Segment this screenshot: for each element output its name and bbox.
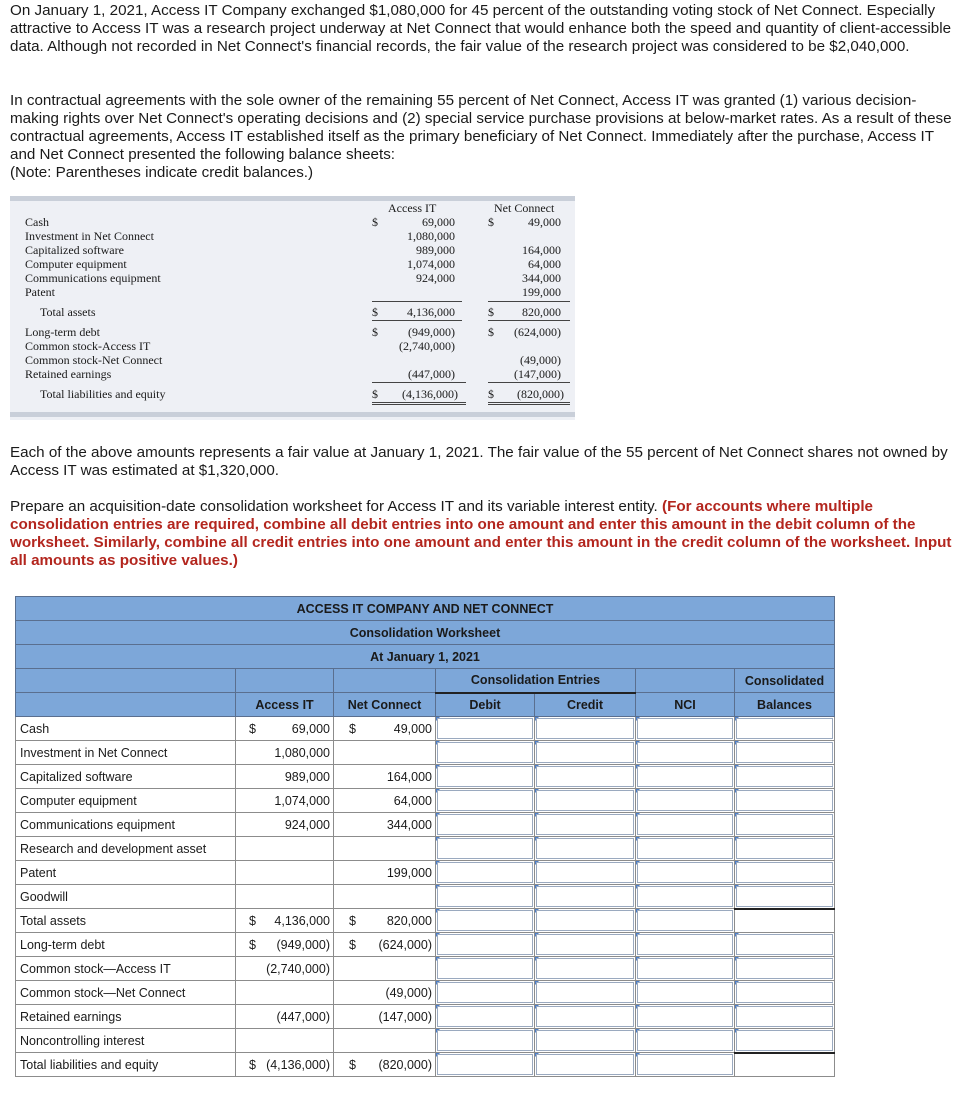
access-it-value: (2,740,000) bbox=[266, 961, 330, 976]
bs-rule-line bbox=[372, 301, 462, 302]
debit-input[interactable] bbox=[436, 909, 535, 933]
account-label: Research and development asset bbox=[16, 837, 236, 861]
bs-net-value: (147,000) bbox=[514, 367, 561, 381]
net-connect-cell bbox=[334, 717, 436, 741]
access-it-value: (447,000) bbox=[276, 1009, 330, 1024]
bs-access-value: 1,080,000 bbox=[407, 229, 455, 243]
consolidation-entries-header: Consolidation Entries bbox=[436, 669, 636, 693]
bs-net-value: 344,000 bbox=[522, 271, 561, 285]
intro-paragraph-2-text: In contractual agreements with the sole owner of the remaining 55 percent of Net Connect, Access IT was granted (1) various decision-making rights over Net Connect's operating decisions and (2) special service purchase provisions at below-market rates. As a result of these contractual agreements, Access IT established itself as the primary beneficiary of Net Connect. Immediately after the purchase, Access IT and Net Connect presented the following balance sheets: bbox=[10, 92, 952, 163]
header-blank bbox=[334, 669, 436, 693]
access-it-value: (4,136,000) bbox=[266, 1057, 330, 1072]
bs-dollar-sign: $ bbox=[372, 387, 378, 401]
bs-dollar-sign: $ bbox=[372, 325, 378, 339]
account-label: Patent bbox=[16, 861, 236, 885]
account-label: Long-term debt bbox=[16, 933, 236, 957]
net-connect-value: (624,000) bbox=[378, 937, 432, 952]
consolidated-balance-input[interactable] bbox=[735, 981, 835, 1005]
col-balances: Balances bbox=[735, 693, 835, 717]
worksheet-row bbox=[16, 957, 835, 981]
worksheet-date: At January 1, 2021 bbox=[16, 645, 835, 669]
bs-row-label: Communications equipment bbox=[25, 271, 161, 285]
net-connect-cell bbox=[334, 933, 436, 957]
header-blank bbox=[16, 669, 236, 693]
intro-paragraph-3: Each of the above amounts represents a fair value at January 1, 2021. The fair value of the 55 percent of Net Connect shares not owned by Access IT was estimated at $1,320,000. bbox=[10, 444, 948, 479]
nci-input[interactable] bbox=[636, 789, 735, 813]
debit-input[interactable] bbox=[436, 861, 535, 885]
debit-input[interactable] bbox=[436, 1005, 535, 1029]
nci-input[interactable] bbox=[636, 765, 735, 789]
bs-access-value: (949,000) bbox=[408, 325, 455, 339]
dollar-sign: $ bbox=[249, 721, 256, 736]
net-connect-cell bbox=[334, 1005, 436, 1029]
worksheet-row bbox=[16, 861, 835, 885]
bs-rule-line bbox=[488, 301, 570, 302]
net-connect-value: 344,000 bbox=[386, 817, 432, 832]
worksheet-row bbox=[16, 909, 835, 933]
bs-row-label: Investment in Net Connect bbox=[25, 229, 154, 243]
instruction-text: Prepare an acquisition-date consolidation worksheet for Access IT and its variable interest entity. bbox=[10, 498, 658, 515]
debit-input[interactable] bbox=[436, 1053, 535, 1077]
worksheet-subtitle: Consolidation Worksheet bbox=[16, 621, 835, 645]
access-it-value: 989,000 bbox=[284, 769, 330, 784]
account-label: Common stock—Access IT bbox=[16, 957, 236, 981]
net-connect-cell bbox=[334, 741, 436, 765]
net-connect-cell bbox=[334, 1053, 436, 1077]
nci-input[interactable] bbox=[636, 957, 735, 981]
nci-input[interactable] bbox=[636, 909, 735, 933]
worksheet-row bbox=[16, 885, 835, 909]
bs-row-label: Retained earnings bbox=[25, 367, 112, 381]
access-it-cell bbox=[236, 765, 334, 789]
dollar-sign: $ bbox=[249, 913, 256, 928]
credit-input[interactable] bbox=[535, 1053, 636, 1077]
net-connect-cell bbox=[334, 765, 436, 789]
worksheet-row bbox=[16, 717, 835, 741]
dollar-sign: $ bbox=[249, 937, 256, 952]
access-it-cell bbox=[236, 789, 334, 813]
consolidated-balance-input[interactable] bbox=[735, 717, 835, 741]
access-it-value: (949,000) bbox=[276, 937, 330, 952]
access-it-cell bbox=[236, 1029, 334, 1053]
net-connect-value: (820,000) bbox=[378, 1057, 432, 1072]
col-debit: Debit bbox=[436, 693, 535, 717]
bs-rule-line bbox=[372, 382, 466, 383]
bs-dollar-sign: $ bbox=[488, 305, 494, 319]
access-it-cell bbox=[236, 957, 334, 981]
col-credit: Credit bbox=[535, 693, 636, 717]
worksheet-title: ACCESS IT COMPANY AND NET CONNECT bbox=[16, 597, 835, 621]
access-it-cell bbox=[236, 1005, 334, 1029]
nci-input[interactable] bbox=[636, 933, 735, 957]
balance-sheet-bottom-bar bbox=[10, 412, 575, 417]
bs-access-value: 4,136,000 bbox=[407, 305, 455, 319]
net-connect-cell bbox=[334, 837, 436, 861]
account-label: Noncontrolling interest bbox=[16, 1029, 236, 1053]
consolidated-balance-input[interactable] bbox=[735, 741, 835, 765]
bs-net-value: 164,000 bbox=[522, 243, 561, 257]
bs-row-label: Long-term debt bbox=[25, 325, 100, 339]
net-connect-value: 199,000 bbox=[386, 865, 432, 880]
consolidated-balance-input[interactable] bbox=[735, 933, 835, 957]
access-it-value: 4,136,000 bbox=[274, 913, 330, 928]
net-connect-cell bbox=[334, 909, 436, 933]
credit-input[interactable] bbox=[535, 933, 636, 957]
bs-access-value: 1,074,000 bbox=[407, 257, 455, 271]
credit-input[interactable] bbox=[535, 885, 636, 909]
debit-input[interactable] bbox=[436, 837, 535, 861]
account-label: Cash bbox=[16, 717, 236, 741]
consolidated-balance-input[interactable] bbox=[735, 1005, 835, 1029]
debit-input[interactable] bbox=[436, 981, 535, 1005]
consolidated-balance-input[interactable] bbox=[735, 861, 835, 885]
credit-input[interactable] bbox=[535, 837, 636, 861]
credit-input[interactable] bbox=[535, 789, 636, 813]
bs-rule-line bbox=[488, 402, 570, 403]
nci-input[interactable] bbox=[636, 861, 735, 885]
bs-dollar-sign: $ bbox=[372, 305, 378, 319]
bs-row-label: Total liabilities and equity bbox=[40, 387, 166, 401]
consolidated-balance-input[interactable] bbox=[735, 765, 835, 789]
debit-input[interactable] bbox=[436, 813, 535, 837]
bs-rule-line bbox=[488, 320, 570, 321]
access-it-value: 924,000 bbox=[284, 817, 330, 832]
access-it-value: 1,074,000 bbox=[274, 793, 330, 808]
bs-net-value: (624,000) bbox=[514, 325, 561, 339]
credit-input[interactable] bbox=[535, 1029, 636, 1053]
balance-sheet-top-bar bbox=[10, 196, 575, 201]
debit-input[interactable] bbox=[436, 741, 535, 765]
bs-rule-line bbox=[488, 382, 570, 383]
bs-access-value: 69,000 bbox=[422, 215, 455, 229]
access-it-cell bbox=[236, 909, 334, 933]
bs-rule-line bbox=[372, 320, 462, 321]
col-nci: NCI bbox=[636, 693, 735, 717]
credit-input[interactable] bbox=[535, 765, 636, 789]
account-label: Goodwill bbox=[16, 885, 236, 909]
account-label: Common stock—Net Connect bbox=[16, 981, 236, 1005]
debit-input[interactable] bbox=[436, 789, 535, 813]
dollar-sign: $ bbox=[349, 721, 356, 736]
consolidated-balance-input[interactable] bbox=[735, 789, 835, 813]
net-connect-value: 164,000 bbox=[386, 769, 432, 784]
account-label: Retained earnings bbox=[16, 1005, 236, 1029]
debit-input[interactable] bbox=[436, 957, 535, 981]
consolidated-balance-input[interactable] bbox=[735, 885, 835, 909]
credit-input[interactable] bbox=[535, 909, 636, 933]
worksheet-row bbox=[16, 741, 835, 765]
intro-note: (Note: Parentheses indicate credit balances.) bbox=[10, 164, 314, 181]
access-it-cell bbox=[236, 717, 334, 741]
worksheet-row bbox=[16, 837, 835, 861]
net-connect-cell bbox=[334, 813, 436, 837]
consolidated-balance-total bbox=[735, 1053, 835, 1077]
dollar-sign: $ bbox=[349, 937, 356, 952]
credit-input[interactable] bbox=[535, 861, 636, 885]
worksheet-row bbox=[16, 933, 835, 957]
worksheet-row bbox=[16, 789, 835, 813]
bs-net-value: 820,000 bbox=[522, 305, 561, 319]
nci-input[interactable] bbox=[636, 717, 735, 741]
access-it-cell bbox=[236, 981, 334, 1005]
consolidation-worksheet bbox=[15, 596, 835, 1077]
access-it-cell bbox=[236, 813, 334, 837]
header-blank bbox=[16, 693, 236, 717]
net-connect-cell bbox=[334, 981, 436, 1005]
account-label: Computer equipment bbox=[16, 789, 236, 813]
access-it-cell bbox=[236, 741, 334, 765]
access-it-cell bbox=[236, 861, 334, 885]
net-connect-value: 49,000 bbox=[393, 721, 432, 736]
bs-dollar-sign: $ bbox=[372, 215, 378, 229]
net-connect-value: 64,000 bbox=[393, 793, 432, 808]
worksheet-row bbox=[16, 1053, 835, 1077]
debit-input[interactable] bbox=[436, 717, 535, 741]
bs-net-value: (820,000) bbox=[517, 387, 564, 401]
bs-access-value: 924,000 bbox=[416, 271, 455, 285]
consolidated-balance-input[interactable] bbox=[735, 813, 835, 837]
access-it-cell bbox=[236, 1053, 334, 1077]
bs-access-value: 989,000 bbox=[416, 243, 455, 257]
intro-paragraph-1: On January 1, 2021, Access IT Company exchanged $1,080,000 for 45 percent of the outstanding voting stock of Net Connect. Especially attractive to Access IT was a research project underway at Net Connect that would enhance both the speed and quantity of client-accessible data. Although not recorded in Net Connect's financial records, the fair value of the research project was considered to be $2,040,000. bbox=[10, 2, 952, 55]
bs-dollar-sign: $ bbox=[488, 325, 494, 339]
nci-input[interactable] bbox=[636, 981, 735, 1005]
bs-rule-line bbox=[372, 404, 466, 405]
bs-row-label: Total assets bbox=[40, 305, 96, 319]
access-it-cell bbox=[236, 885, 334, 909]
account-label: Total liabilities and equity bbox=[16, 1053, 236, 1077]
net-connect-value: (49,000) bbox=[385, 985, 432, 1000]
col-net-connect: Net Connect bbox=[334, 693, 436, 717]
net-connect-cell bbox=[334, 789, 436, 813]
credit-input[interactable] bbox=[535, 813, 636, 837]
dollar-sign: $ bbox=[349, 913, 356, 928]
consolidated-header: Consolidated bbox=[735, 669, 835, 693]
access-it-cell bbox=[236, 837, 334, 861]
bs-rule-line bbox=[372, 402, 466, 403]
bs-col-net-header: Net Connect bbox=[494, 201, 555, 215]
debit-input[interactable] bbox=[436, 765, 535, 789]
bs-net-value: 49,000 bbox=[528, 215, 561, 229]
dollar-sign: $ bbox=[349, 1057, 356, 1072]
access-it-cell bbox=[236, 933, 334, 957]
consolidated-balance-input[interactable] bbox=[735, 837, 835, 861]
bs-row-label: Capitalized software bbox=[25, 243, 124, 257]
bs-access-value: (4,136,000) bbox=[402, 387, 458, 401]
debit-input[interactable] bbox=[436, 933, 535, 957]
net-connect-cell bbox=[334, 957, 436, 981]
nci-input[interactable] bbox=[636, 741, 735, 765]
credit-input[interactable] bbox=[535, 741, 636, 765]
access-it-value: 69,000 bbox=[291, 721, 330, 736]
debit-input[interactable] bbox=[436, 885, 535, 909]
instruction-paragraph bbox=[10, 498, 954, 570]
nci-input[interactable] bbox=[636, 885, 735, 909]
bs-row-label: Computer equipment bbox=[25, 257, 127, 271]
account-label: Investment in Net Connect bbox=[16, 741, 236, 765]
consolidated-balance-input[interactable] bbox=[735, 1029, 835, 1053]
header-blank bbox=[236, 669, 334, 693]
worksheet-row bbox=[16, 813, 835, 837]
nci-input[interactable] bbox=[636, 1053, 735, 1077]
worksheet-row bbox=[16, 1029, 835, 1053]
net-connect-cell bbox=[334, 885, 436, 909]
account-label: Total assets bbox=[16, 909, 236, 933]
bs-net-value: (49,000) bbox=[520, 353, 561, 367]
bs-access-value: (447,000) bbox=[408, 367, 455, 381]
bs-access-value: (2,740,000) bbox=[399, 339, 455, 353]
account-label: Capitalized software bbox=[16, 765, 236, 789]
bs-dollar-sign: $ bbox=[488, 215, 494, 229]
nci-input[interactable] bbox=[636, 813, 735, 837]
col-access-it: Access IT bbox=[236, 693, 334, 717]
bs-row-label: Patent bbox=[25, 285, 55, 299]
bs-rule-line bbox=[488, 404, 570, 405]
bs-col-access-header: Access IT bbox=[388, 201, 437, 215]
credit-input[interactable] bbox=[535, 981, 636, 1005]
credit-input[interactable] bbox=[535, 1005, 636, 1029]
consolidated-balance-input[interactable] bbox=[735, 957, 835, 981]
bs-dollar-sign: $ bbox=[488, 387, 494, 401]
dollar-sign: $ bbox=[249, 1057, 256, 1072]
access-it-value: 1,080,000 bbox=[274, 745, 330, 760]
debit-input[interactable] bbox=[436, 1029, 535, 1053]
net-connect-value: 820,000 bbox=[386, 913, 432, 928]
net-connect-value: (147,000) bbox=[378, 1009, 432, 1024]
bs-row-label: Common stock-Access IT bbox=[25, 339, 151, 353]
nci-input[interactable] bbox=[636, 1005, 735, 1029]
intro-paragraph-2 bbox=[10, 92, 954, 182]
consolidated-balance-total bbox=[735, 909, 835, 933]
credit-input[interactable] bbox=[535, 957, 636, 981]
bs-row-label: Cash bbox=[25, 215, 49, 229]
credit-input[interactable] bbox=[535, 717, 636, 741]
balance-sheet bbox=[10, 196, 575, 420]
net-connect-cell bbox=[334, 1029, 436, 1053]
bs-row-label: Common stock-Net Connect bbox=[25, 353, 163, 367]
bs-net-value: 199,000 bbox=[522, 285, 561, 299]
worksheet-row bbox=[16, 981, 835, 1005]
header-blank bbox=[636, 669, 735, 693]
nci-input[interactable] bbox=[636, 1029, 735, 1053]
instruction-emphasis: (For accounts where multiple consolidation entries are required, combine all debit entries into one amount and enter this amount in the debit column of the worksheet. Similarly, combine all credit entries into one amount and enter this amount in the credit column of the worksheet. Input all amounts as positive values.) bbox=[10, 498, 952, 569]
worksheet-row bbox=[16, 765, 835, 789]
worksheet-row bbox=[16, 1005, 835, 1029]
account-label: Communications equipment bbox=[16, 813, 236, 837]
net-connect-cell bbox=[334, 861, 436, 885]
bs-net-value: 64,000 bbox=[528, 257, 561, 271]
nci-input[interactable] bbox=[636, 837, 735, 861]
